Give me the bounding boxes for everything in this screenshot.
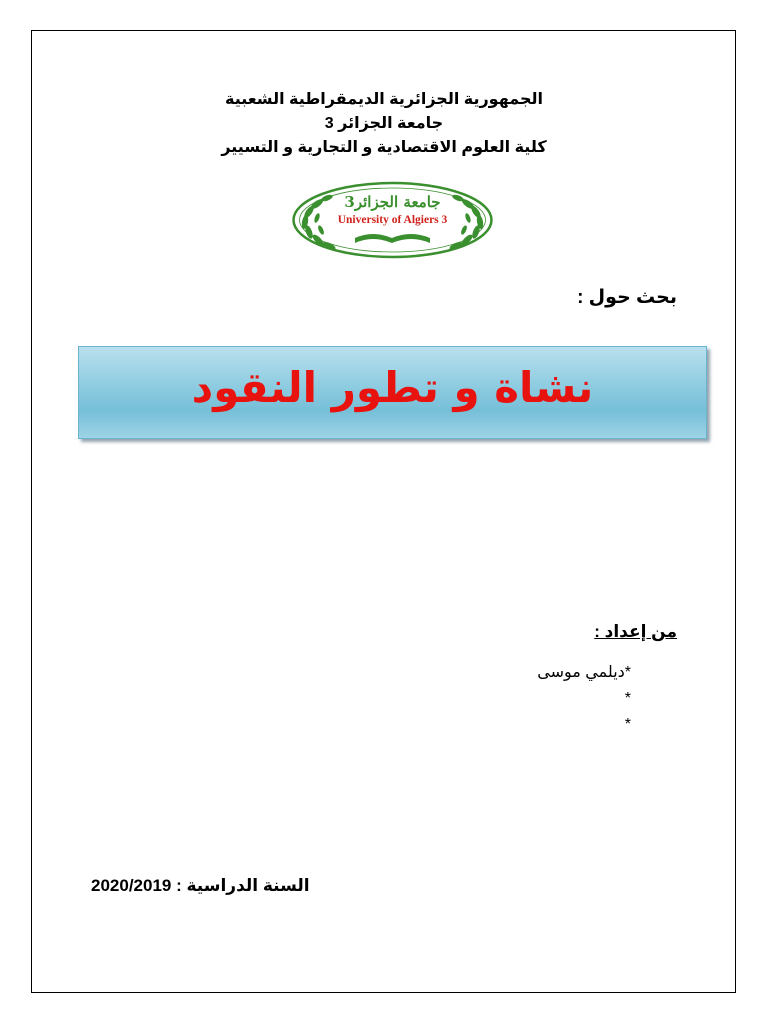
country-name: الجمهورية الجزائرية الديمقراطية الشعبية (224, 91, 544, 108)
author-item: * (624, 716, 631, 733)
prepared-by-label: من إعداد : (594, 622, 677, 641)
document-header (0, 88, 768, 160)
university-name: جامعة الجزائر 3 (324, 115, 444, 132)
academic-year (91, 876, 310, 896)
university-logo (291, 180, 494, 260)
page-border (31, 30, 736, 993)
faculty-name: كلية العلوم الاقتصادية و التجارية و التسيير (221, 139, 547, 156)
logo-english-text: University of Algiers 3 (337, 214, 448, 226)
document-title: نشاة و تطور النقود (191, 363, 594, 412)
title-banner (78, 346, 707, 439)
research-about-label: بحث حول : (577, 287, 677, 308)
academic-year-value: 2020/2019 (91, 876, 172, 895)
authors-list (537, 660, 631, 738)
author-item: * (624, 690, 631, 707)
author-item: *ديلمي موسى (537, 664, 631, 681)
logo-arabic-text: جامعة الجزائر3 (344, 193, 441, 211)
academic-year-label: السنة الدراسية : (176, 876, 310, 895)
